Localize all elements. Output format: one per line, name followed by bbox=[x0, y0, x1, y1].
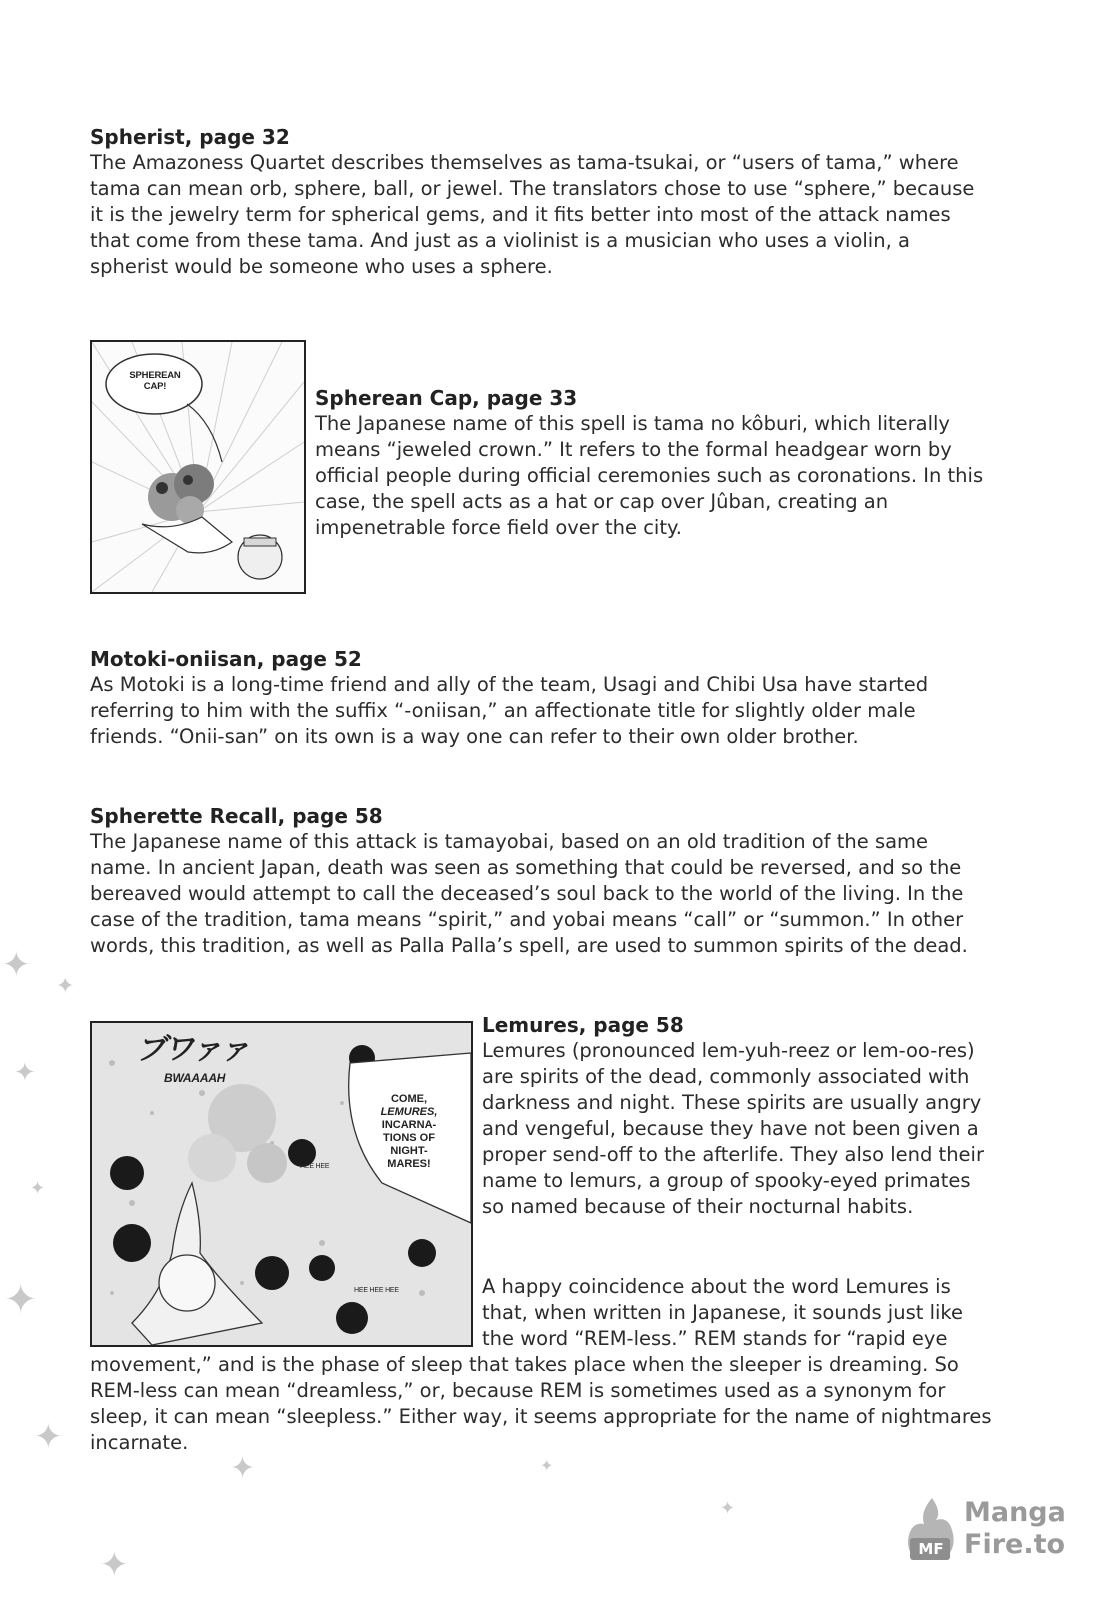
section-body: As Motoki is a long-time friend and ally of the team, Usagi and Chibi Usa have started referring to him with the suffix “-oniisan,” an affectionate title for slightly older male friends. “Onii-san” on its own is a way one can refer to their own older brother. bbox=[90, 673, 929, 748]
section-body-2: A happy coincidence about the word Lemures is that, when written in Japanese, it sounds just like the word “REM-less.” REM stands for “rapid eye movement,” and is the phase of sleep that takes place when the sleeper is dreaming. So REM-less can mean “dreamless,” or, because REM is sometimes used as a synonym for sleep, it can mean “sleepless.” Either way, it seems appropriate for the name of nightmares incarnate. bbox=[90, 1275, 992, 1454]
section-body: The Amazoness Quartet describes themselves as tama-tsukai, or “users of tama,” where tama can mean orb, sphere, ball, or jewel. The translators chose to use “sphere,” because it is the jewelry term for spherical gems, and it fits better into most of the attack names that come from these tama. And just as a violinist is a musician who uses a violin, a spherist would be someone who uses a sphere. bbox=[90, 151, 975, 278]
sparkle-decoration: ✦ bbox=[4, 1277, 38, 1323]
section-lemures bbox=[482, 1012, 992, 1220]
speech-bubble-text: SPHEREAN CAP! bbox=[129, 370, 181, 392]
section-heading: Spherette Recall, page 58 bbox=[90, 804, 383, 828]
bubble-line: NIGHT- bbox=[390, 1145, 428, 1157]
section-body: The Japanese name of this attack is tamayobai, based on an old tradition of the same name. In ancient Japan, death was seen as something that could be reversed, and so the bereaved would attempt to call the deceased’s soul back to the world of the living. In the case of the tradition, tama means “spirit,” and yobai means “call” or “summon.” In other words, this tradition, as well as Palla Palla’s spell, are used to summon spirits of the dead. bbox=[90, 830, 968, 957]
bubble-line: MARES! bbox=[387, 1158, 431, 1170]
float-spacer bbox=[90, 1274, 482, 1352]
speech-bubble bbox=[364, 1093, 454, 1171]
section-heading: Motoki-oniisan, page 52 bbox=[90, 647, 362, 671]
bubble-line: COME, bbox=[390, 1093, 428, 1105]
sparkle-decoration: ✦ bbox=[14, 1058, 36, 1088]
sparkle-decoration: ✦ bbox=[56, 974, 75, 999]
logo-text-line1: Manga bbox=[964, 1497, 1066, 1528]
sparkle-decoration: ✦ bbox=[34, 1417, 63, 1457]
bubble-line: INCARNA- bbox=[381, 1119, 437, 1131]
section-body: The Japanese name of this spell is tama no kôburi, which literally means “jeweled crown.” It refers to the formal headgear worn by official people during official ceremonies such as coronations. In this case, the spell acts as a hat or cap over Jûban, creating an impenetrable force field over the city. bbox=[315, 412, 984, 539]
section-spherist bbox=[90, 124, 990, 280]
sparkle-decoration: ✦ bbox=[230, 1451, 256, 1486]
logo-text-line2: Fire.to bbox=[964, 1529, 1066, 1560]
sparkle-decoration: ✦ bbox=[2, 945, 31, 985]
sfx-small: HEE HEE bbox=[300, 1163, 330, 1170]
section-body-1: Lemures (pronounced lem-yuh-reez or lem-oo-res) are spirits of the dead, commonly associated with darkness and night. These spirits are usually angry and vengeful, because they have not been given a proper send-off to the afterlife. They also lend their name to lemurs, a group of spooky-eyed primates so named because of their nocturnal habits. bbox=[482, 1039, 984, 1218]
section-heading: Lemures, page 58 bbox=[482, 1013, 684, 1037]
section-heading: Spherean Cap, page 33 bbox=[315, 386, 578, 410]
mangafire-watermark bbox=[902, 1494, 1082, 1564]
bubble-line: LEMURES, bbox=[380, 1106, 438, 1118]
bubble-line: TIONS OF bbox=[383, 1132, 435, 1144]
section-spherean-cap bbox=[315, 385, 990, 541]
section-lemures-continued bbox=[90, 1274, 992, 1456]
section-heading: Spherist, page 32 bbox=[90, 125, 290, 149]
section-motoki-oniisan bbox=[90, 646, 990, 750]
sfx-english: BWAAAAH bbox=[164, 1071, 226, 1085]
logo-badge: MF bbox=[918, 1540, 944, 1558]
sparkle-decoration: ✦ bbox=[540, 1456, 554, 1475]
sparkle-decoration: ✦ bbox=[720, 1498, 736, 1519]
sfx-small: HEE HEE HEE bbox=[354, 1287, 399, 1294]
sparkle-decoration: ✦ bbox=[30, 1178, 46, 1199]
sfx-japanese: ブワァァ bbox=[136, 1033, 248, 1066]
manga-panel-spherean-cap bbox=[90, 340, 306, 594]
sparkle-decoration: ✦ bbox=[100, 1545, 129, 1585]
section-spherette-recall bbox=[90, 803, 990, 959]
